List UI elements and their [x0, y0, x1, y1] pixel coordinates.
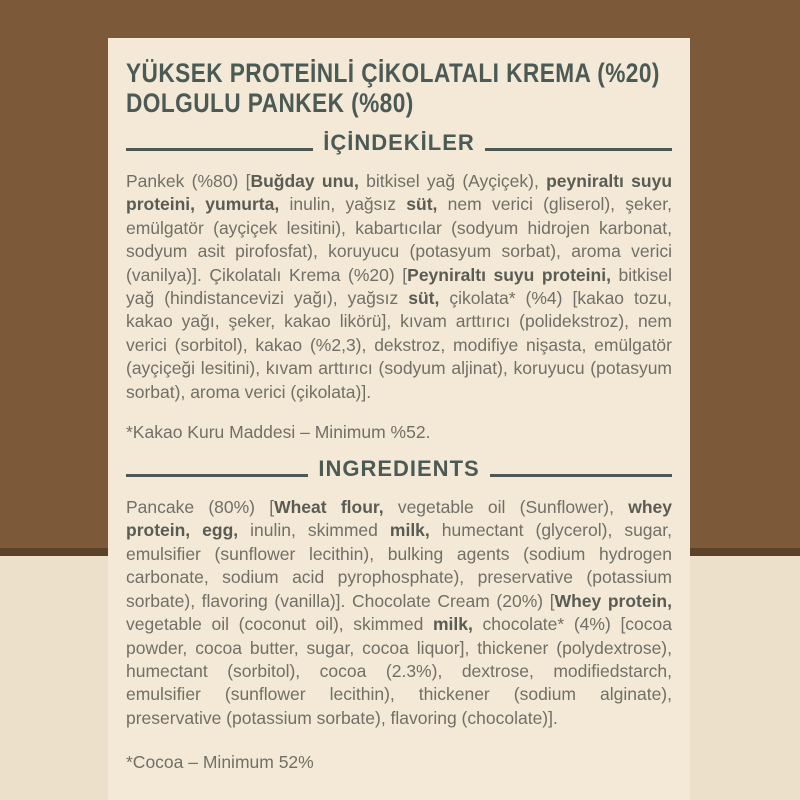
heading-rule-left — [126, 474, 308, 477]
english-cocoa-footnote: *Cocoa – Minimum 52% — [126, 752, 314, 773]
english-section-heading: INGREDIENTS — [318, 456, 480, 482]
heading-rule-right — [490, 474, 672, 477]
turkish-section-heading: İÇİNDEKİLER — [323, 130, 475, 155]
english-section-heading-row — [126, 456, 672, 482]
turkish-ingredients-paragraph: Pankek (%80) [Buğday unu, bitkisel yağ (Ayçiçek), peyniraltı suyu proteini, yumurta, inulin, yağsız süt, nem verici (gliserol), şeker, emülgatör (ayçiçek lesitini), kabartıcılar (sodyum hidrojen karbonat, sodyum asit pirofosfat), koruyucu (potasyum sorbat), aroma verici (vanilya)]. Çikolatalı Krema (%20) [Peyniraltı suyu proteini, bitkisel yağ (hindistancevizi yağı), yağsız süt, çikolata* (%4) [kakao tozu, kakao yağı, şeker, kakao likörü], kıvam arttırıcı (polidekstroz), nem verici (sorbitol), kakao (%2,3), dekstroz, modifiye nişasta, emülgatör (ayçiçeği lesitini), kıvam arttırıcı (sodyum aljinat), koruyucu (potasyum sorbat), aroma verici (çikolata)]. — [126, 171, 673, 402]
turkish-section-heading-row — [126, 130, 672, 156]
english-ingredients-paragraph: Pancake (80%) [Wheat flour, vegetable oil (Sunflower), whey protein, egg, inulin, skimmed milk, humectant (glycerol), sugar, emulsifier (sunflower lecithin), bulking agents (sodium hydrogen carbonate, sodium acid pyrophosphate), preservative (potassium sorbate), flavoring (vanilla)]. Chocolate Cream (20%) [Whey protein, vegetable oil (coconut oil), skimmed milk, chocolate* (4%) [cocoa powder, cocoa butter, sugar, cocoa liquor], thickener (polydextrose), humectant (sorbitol), cocoa (2.3%), dextrose, modifiedstarch, emulsifier (sunflower lecithin), thickener (sodium alginate), preservative (potassium sorbate), flavoring (chocolate)]. — [126, 497, 672, 728]
ingredients-label-card — [108, 38, 690, 800]
product-title-line-1: YÜKSEK PROTEİNLİ ÇİKOLATALI KREMA (%20) — [126, 58, 660, 88]
product-title — [126, 58, 672, 118]
product-title-line-2: DOLGULU PANKEK (%80) — [126, 88, 414, 118]
turkish-cocoa-footnote: *Kakao Kuru Maddesi – Minimum %52. — [126, 422, 431, 443]
heading-rule-right — [485, 148, 672, 151]
heading-rule-left — [126, 148, 313, 151]
